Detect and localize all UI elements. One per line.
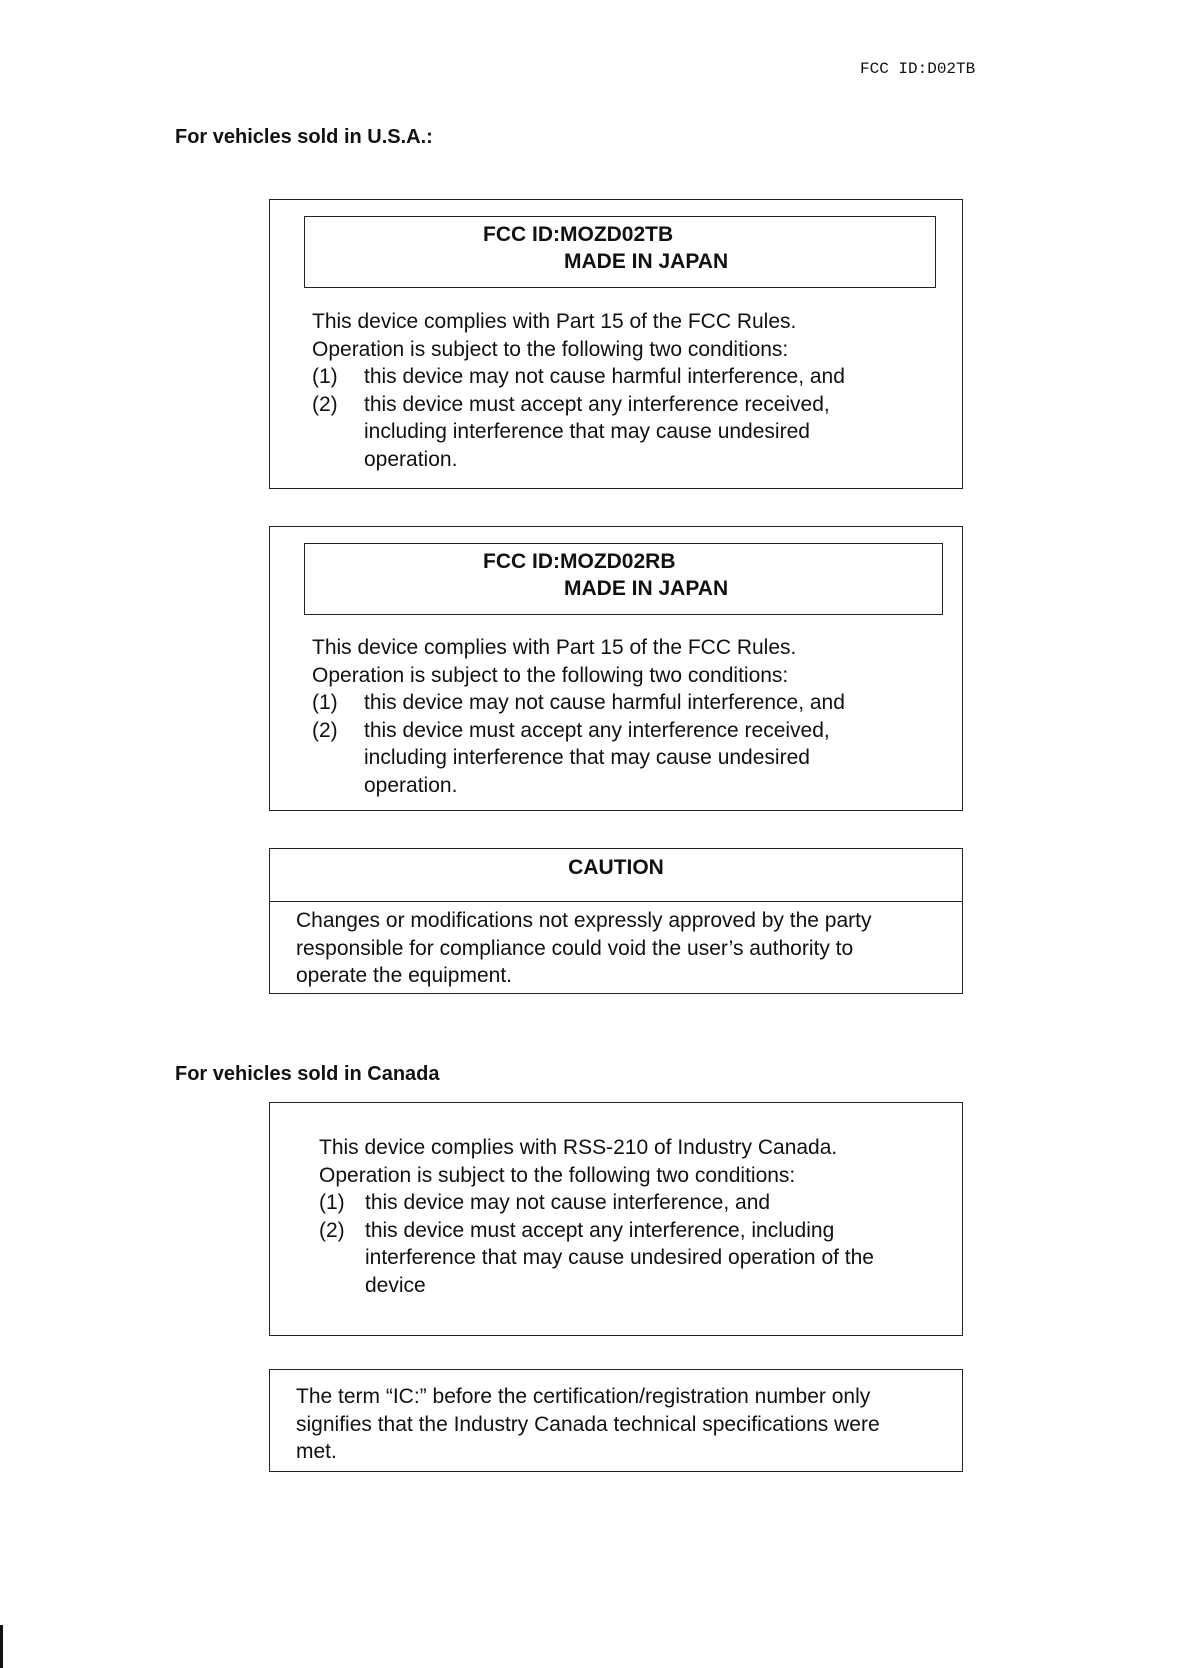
- condition-text: this device must accept any interference, including interference that may cause undesired operation of the device: [365, 1218, 874, 1297]
- fcc-id: FCC ID:MOZD02TB: [483, 223, 674, 246]
- condition-text: this device must accept any interference received, including interference that may cause undesired operation.: [364, 392, 830, 471]
- page-header-fcc-id: FCC ID:D02TB: [860, 60, 976, 78]
- caution-text: Changes or modifications not expressly approved by the party responsible for compliance could void the user’s authority to operate the equipment.: [296, 909, 872, 987]
- fcc-label-box-2: [269, 526, 963, 811]
- canada-heading: For vehicles sold in Canada: [175, 1063, 440, 1085]
- intro-line: Operation is subject to the following two conditions:: [319, 1163, 796, 1187]
- canada-compliance-box: [269, 1102, 963, 1336]
- intro-line: This device complies with RSS-210 of Industry Canada.: [319, 1136, 838, 1159]
- condition-number: (2): [312, 718, 338, 742]
- compliance-text: [319, 1134, 874, 1299]
- fcc-label-box-1: [269, 199, 963, 489]
- condition-number: (2): [319, 1218, 345, 1242]
- compliance-text: [312, 308, 845, 473]
- usa-heading: For vehicles sold in U.S.A.:: [175, 126, 433, 148]
- intro-line: Operation is subject to the following two conditions:: [312, 663, 789, 687]
- fcc-id-label: [304, 543, 943, 615]
- condition-text: this device may not cause interference, and: [365, 1191, 771, 1214]
- fcc-id: FCC ID:MOZD02RB: [483, 550, 676, 573]
- made-in: MADE IN JAPAN: [564, 250, 729, 273]
- intro-line: This device complies with Part 15 of the FCC Rules.: [312, 310, 797, 333]
- compliance-text: [312, 634, 845, 799]
- scan-margin-mark: [0, 1625, 3, 1668]
- condition-number: (2): [312, 392, 338, 416]
- caution-box: [269, 848, 963, 994]
- condition-number: (1): [312, 365, 338, 388]
- condition-text: this device may not cause harmful interference, and: [364, 365, 845, 388]
- ic-note-text: The term “IC:” before the certification/registration number only signifies that the Industry Canada technical specifications were met.: [296, 1385, 880, 1463]
- condition-number: (1): [312, 691, 338, 714]
- intro-line: This device complies with Part 15 of the FCC Rules.: [312, 636, 797, 659]
- ic-note-box: [269, 1369, 963, 1472]
- condition-text: this device must accept any interference received, including interference that may cause undesired operation.: [364, 718, 830, 797]
- made-in: MADE IN JAPAN: [564, 577, 729, 600]
- caution-title: CAUTION: [270, 849, 962, 902]
- condition-text: this device may not cause harmful interference, and: [364, 691, 845, 714]
- condition-number: (1): [319, 1191, 345, 1214]
- intro-line: Operation is subject to the following two conditions:: [312, 337, 789, 361]
- fcc-id-label: [304, 216, 936, 288]
